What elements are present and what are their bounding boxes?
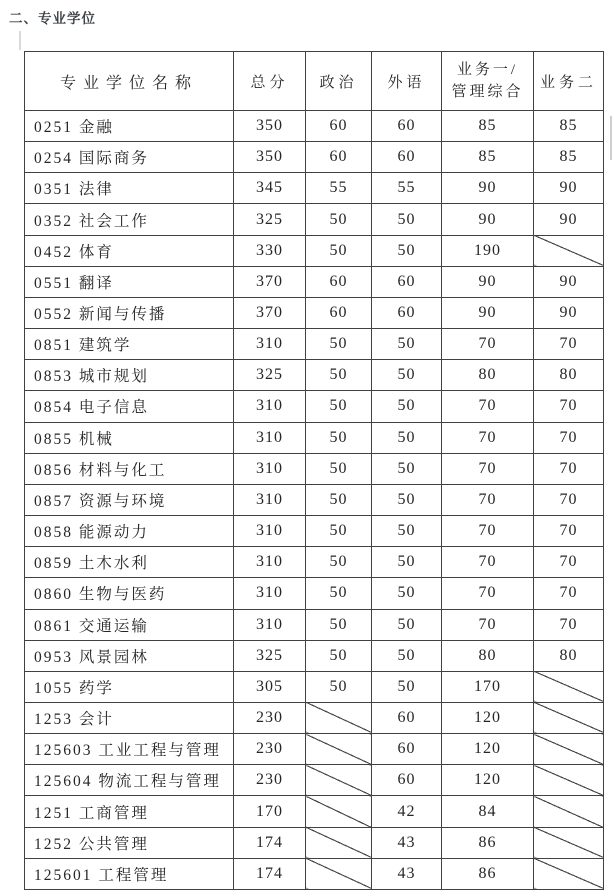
cell-business2 xyxy=(534,235,604,266)
cell-business1: 86 xyxy=(442,858,534,889)
cell-foreign: 50 xyxy=(372,422,442,453)
table-row xyxy=(25,516,604,547)
table-row xyxy=(25,422,604,453)
cell-total: 174 xyxy=(234,858,306,889)
cell-politics: 50 xyxy=(306,422,372,453)
cell-business1: 70 xyxy=(442,609,534,640)
cell-total: 230 xyxy=(234,702,306,733)
header-foreign: 外语 xyxy=(372,52,442,111)
cell-foreign: 50 xyxy=(372,516,442,547)
cell-politics xyxy=(306,827,372,858)
table-row xyxy=(25,827,604,858)
table-row xyxy=(25,734,604,765)
cell-foreign: 60 xyxy=(372,702,442,733)
cell-business2: 70 xyxy=(534,578,604,609)
cell-total: 370 xyxy=(234,266,306,297)
cell-business1: 90 xyxy=(442,297,534,328)
scan-artifact-right xyxy=(610,116,612,160)
cell-business2 xyxy=(534,796,604,827)
header-business1-line2: 管理综合 xyxy=(451,84,524,100)
cell-total: 310 xyxy=(234,422,306,453)
cell-politics: 60 xyxy=(306,111,372,142)
cell-business2: 70 xyxy=(534,391,604,422)
cell-total: 170 xyxy=(234,796,306,827)
table-row xyxy=(25,235,604,266)
cell-name: 1251 工商管理 xyxy=(25,796,234,827)
cell-politics: 50 xyxy=(306,204,372,235)
cell-name: 0857 资源与环境 xyxy=(25,484,234,515)
cell-business2: 90 xyxy=(534,204,604,235)
cell-name: 0860 生物与医药 xyxy=(25,578,234,609)
cell-foreign: 42 xyxy=(372,796,442,827)
cell-name: 1252 公共管理 xyxy=(25,827,234,858)
header-business2: 业务二 xyxy=(534,52,604,111)
cell-business1: 85 xyxy=(442,111,534,142)
cell-politics: 60 xyxy=(306,266,372,297)
cell-politics: 60 xyxy=(306,142,372,173)
cell-politics: 50 xyxy=(306,484,372,515)
cell-business1: 70 xyxy=(442,391,534,422)
cell-business2: 80 xyxy=(534,640,604,671)
table-row xyxy=(25,360,604,391)
cell-business1: 120 xyxy=(442,765,534,796)
cell-business1: 70 xyxy=(442,453,534,484)
cell-foreign: 60 xyxy=(372,111,442,142)
table-row xyxy=(25,204,604,235)
cell-business2: 70 xyxy=(534,516,604,547)
cell-name: 0551 翻译 xyxy=(25,266,234,297)
cell-business1: 120 xyxy=(442,734,534,765)
cell-politics: 50 xyxy=(306,516,372,547)
cell-total: 310 xyxy=(234,516,306,547)
cell-business1: 190 xyxy=(442,235,534,266)
cell-business2: 90 xyxy=(534,297,604,328)
cell-name: 0853 城市规划 xyxy=(25,360,234,391)
cell-foreign: 50 xyxy=(372,484,442,515)
cell-politics: 50 xyxy=(306,360,372,391)
cell-business1: 90 xyxy=(442,266,534,297)
cell-foreign: 50 xyxy=(372,235,442,266)
cell-business2 xyxy=(534,734,604,765)
table-row xyxy=(25,142,604,173)
cell-total: 310 xyxy=(234,547,306,578)
header-business1 xyxy=(442,52,534,111)
cell-politics: 50 xyxy=(306,547,372,578)
cell-name: 0861 交通运输 xyxy=(25,609,234,640)
cell-total: 310 xyxy=(234,329,306,360)
table-row xyxy=(25,547,604,578)
header-total: 总分 xyxy=(234,52,306,111)
cell-business2: 70 xyxy=(534,453,604,484)
cell-politics xyxy=(306,702,372,733)
cell-total: 174 xyxy=(234,827,306,858)
table-row xyxy=(25,391,604,422)
cell-foreign: 60 xyxy=(372,297,442,328)
cell-name: 0351 法律 xyxy=(25,173,234,204)
table-row xyxy=(25,796,604,827)
table-row xyxy=(25,858,604,889)
cell-total: 310 xyxy=(234,391,306,422)
cell-total: 370 xyxy=(234,297,306,328)
cell-business1: 70 xyxy=(442,578,534,609)
table-row xyxy=(25,484,604,515)
cell-business2: 85 xyxy=(534,142,604,173)
cell-foreign: 60 xyxy=(372,734,442,765)
cell-total: 330 xyxy=(234,235,306,266)
cell-name: 125604 物流工程与管理 xyxy=(25,765,234,796)
cell-business2: 90 xyxy=(534,173,604,204)
cell-name: 0851 建筑学 xyxy=(25,329,234,360)
cell-business2: 70 xyxy=(534,484,604,515)
cell-politics xyxy=(306,858,372,889)
cell-name: 0953 风景园林 xyxy=(25,640,234,671)
cell-politics: 50 xyxy=(306,609,372,640)
cell-business2 xyxy=(534,858,604,889)
cell-total: 230 xyxy=(234,734,306,765)
cell-business2: 70 xyxy=(534,422,604,453)
table-row xyxy=(25,578,604,609)
cell-foreign: 50 xyxy=(372,329,442,360)
cell-business1: 120 xyxy=(442,702,534,733)
cell-business2 xyxy=(534,827,604,858)
cell-name: 0552 新闻与传播 xyxy=(25,297,234,328)
cell-foreign: 43 xyxy=(372,827,442,858)
cell-business1: 70 xyxy=(442,484,534,515)
cell-name: 0254 国际商务 xyxy=(25,142,234,173)
cell-foreign: 50 xyxy=(372,609,442,640)
table-row xyxy=(25,297,604,328)
cell-name: 0856 材料与化工 xyxy=(25,453,234,484)
cell-business2: 90 xyxy=(534,266,604,297)
table-row xyxy=(25,266,604,297)
cell-politics: 50 xyxy=(306,391,372,422)
table-row xyxy=(25,609,604,640)
cell-politics: 50 xyxy=(306,578,372,609)
cell-business1: 70 xyxy=(442,516,534,547)
cell-business1: 85 xyxy=(442,142,534,173)
cell-total: 310 xyxy=(234,484,306,515)
cell-business2: 85 xyxy=(534,111,604,142)
cell-name: 0452 体育 xyxy=(25,235,234,266)
cell-total: 230 xyxy=(234,765,306,796)
table-row xyxy=(25,671,604,702)
cell-business1: 70 xyxy=(442,422,534,453)
cell-business1: 80 xyxy=(442,640,534,671)
scan-artifact-left xyxy=(19,31,21,50)
cell-total: 325 xyxy=(234,360,306,391)
table-row xyxy=(25,640,604,671)
cell-name: 0251 金融 xyxy=(25,111,234,142)
cell-foreign: 50 xyxy=(372,671,442,702)
cell-name: 0352 社会工作 xyxy=(25,204,234,235)
table-row xyxy=(25,453,604,484)
cell-politics: 55 xyxy=(306,173,372,204)
cell-total: 350 xyxy=(234,111,306,142)
cell-business1: 90 xyxy=(442,173,534,204)
cell-name: 125601 工程管理 xyxy=(25,858,234,889)
table-row xyxy=(25,329,604,360)
cell-total: 325 xyxy=(234,640,306,671)
cell-business2: 80 xyxy=(534,360,604,391)
cell-foreign: 50 xyxy=(372,360,442,391)
cell-business1: 90 xyxy=(442,204,534,235)
cell-name: 0858 能源动力 xyxy=(25,516,234,547)
cell-name: 0855 机械 xyxy=(25,422,234,453)
cell-business2: 70 xyxy=(534,547,604,578)
cell-foreign: 60 xyxy=(372,266,442,297)
cell-business2 xyxy=(534,702,604,733)
header-row xyxy=(25,52,604,111)
cell-name: 1055 药学 xyxy=(25,671,234,702)
table-row xyxy=(25,702,604,733)
section-title: 二、专业学位 xyxy=(9,11,96,26)
cell-foreign: 50 xyxy=(372,391,442,422)
cell-name: 0854 电子信息 xyxy=(25,391,234,422)
cell-name: 1253 会计 xyxy=(25,702,234,733)
cell-business1: 80 xyxy=(442,360,534,391)
cell-business2 xyxy=(534,671,604,702)
cell-total: 310 xyxy=(234,578,306,609)
cell-politics: 50 xyxy=(306,235,372,266)
cell-politics: 50 xyxy=(306,329,372,360)
header-business1-line1: 业务一/ xyxy=(456,62,519,78)
score-table xyxy=(24,51,604,890)
header-politics: 政治 xyxy=(306,52,372,111)
cell-business1: 84 xyxy=(442,796,534,827)
cell-foreign: 50 xyxy=(372,578,442,609)
cell-foreign: 55 xyxy=(372,173,442,204)
cell-politics: 50 xyxy=(306,671,372,702)
cell-name: 125603 工业工程与管理 xyxy=(25,734,234,765)
cell-business2: 70 xyxy=(534,609,604,640)
cell-foreign: 43 xyxy=(372,858,442,889)
cell-total: 350 xyxy=(234,142,306,173)
cell-foreign: 50 xyxy=(372,204,442,235)
cell-politics xyxy=(306,796,372,827)
cell-total: 305 xyxy=(234,671,306,702)
cell-business1: 86 xyxy=(442,827,534,858)
cell-foreign: 60 xyxy=(372,142,442,173)
cell-name: 0859 土木水利 xyxy=(25,547,234,578)
cell-business1: 170 xyxy=(442,671,534,702)
table-row xyxy=(25,173,604,204)
cell-business1: 70 xyxy=(442,547,534,578)
cell-foreign: 50 xyxy=(372,453,442,484)
cell-total: 325 xyxy=(234,204,306,235)
cell-politics xyxy=(306,734,372,765)
table-row xyxy=(25,765,604,796)
cell-politics: 50 xyxy=(306,453,372,484)
cell-total: 310 xyxy=(234,453,306,484)
cell-business1: 70 xyxy=(442,329,534,360)
table-body xyxy=(25,111,604,890)
cell-business2: 70 xyxy=(534,329,604,360)
cell-foreign: 50 xyxy=(372,547,442,578)
table-row xyxy=(25,111,604,142)
cell-business2 xyxy=(534,765,604,796)
cell-foreign: 60 xyxy=(372,765,442,796)
cell-politics: 60 xyxy=(306,297,372,328)
header-degree-name: 专业学位名称 xyxy=(25,52,234,111)
cell-total: 310 xyxy=(234,609,306,640)
cell-politics: 50 xyxy=(306,640,372,671)
cell-politics xyxy=(306,765,372,796)
cell-total: 345 xyxy=(234,173,306,204)
cell-foreign: 50 xyxy=(372,640,442,671)
